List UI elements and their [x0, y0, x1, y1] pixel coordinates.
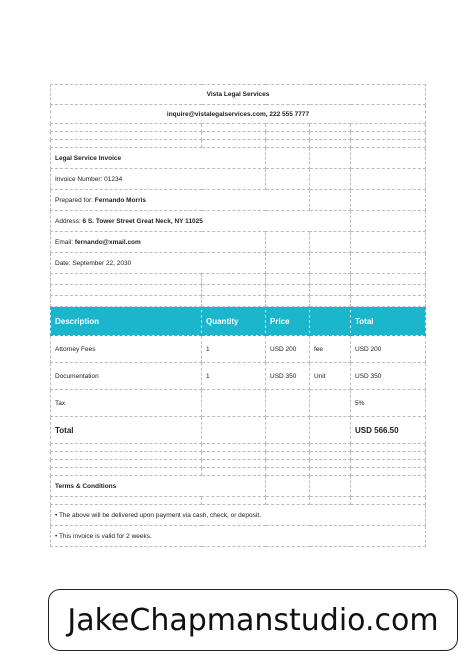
row-description: Attorney Fees [51, 336, 202, 363]
client-address: Address: 6 S. Tower Street Great Neck, NY 11025 [51, 211, 351, 232]
invoice-sheet [50, 84, 426, 547]
row-price: USD 350 [266, 363, 310, 390]
prepared-for: Prepared for: Fernando Morris [51, 190, 310, 211]
invoice-date: Date: September 22, 2030 [51, 253, 266, 274]
header-quantity: Quantity [202, 307, 266, 336]
table-row [51, 336, 426, 363]
terms-item: • The above will be delivered upon payment via cash, check, or deposit. [51, 505, 426, 526]
header-price: Price [266, 307, 310, 336]
total-value: USD 566.50 [351, 417, 426, 444]
row-total: USD 350 [351, 363, 426, 390]
company-contact: inquire@vistalegalservices.com, 222 555 7777 [51, 105, 426, 124]
invoice-number: Invoice Number: 01234 [51, 169, 266, 190]
row-unit: Unit [310, 363, 351, 390]
total-label: Total [51, 417, 202, 444]
row-total: USD 200 [351, 336, 426, 363]
client-email: Email: fernando@xmail.com [51, 232, 266, 253]
table-header [51, 307, 426, 336]
table-row [51, 390, 426, 417]
row-total: 5% [351, 390, 426, 417]
table-row [51, 363, 426, 390]
row-quantity: 1 [202, 336, 266, 363]
row-unit [310, 390, 351, 417]
terms-item: • This invoice is valid for 2 weeks. [51, 526, 426, 547]
row-unit: fee [310, 336, 351, 363]
terms-title: Terms & Conditions [51, 476, 266, 497]
total-row [51, 417, 426, 444]
header-total: Total [351, 307, 426, 336]
row-quantity: 1 [202, 363, 266, 390]
row-price: USD 200 [266, 336, 310, 363]
header-description: Description [51, 307, 202, 336]
invoice-title: Legal Service Invoice [51, 148, 266, 169]
row-description: Documentation [51, 363, 202, 390]
row-price [266, 390, 310, 417]
header-unit [310, 307, 351, 336]
row-quantity [202, 390, 266, 417]
row-description: Tax [51, 390, 202, 417]
watermark-banner: JakeChapmanstudio.com [48, 589, 458, 651]
company-name: Vista Legal Services [51, 85, 426, 105]
